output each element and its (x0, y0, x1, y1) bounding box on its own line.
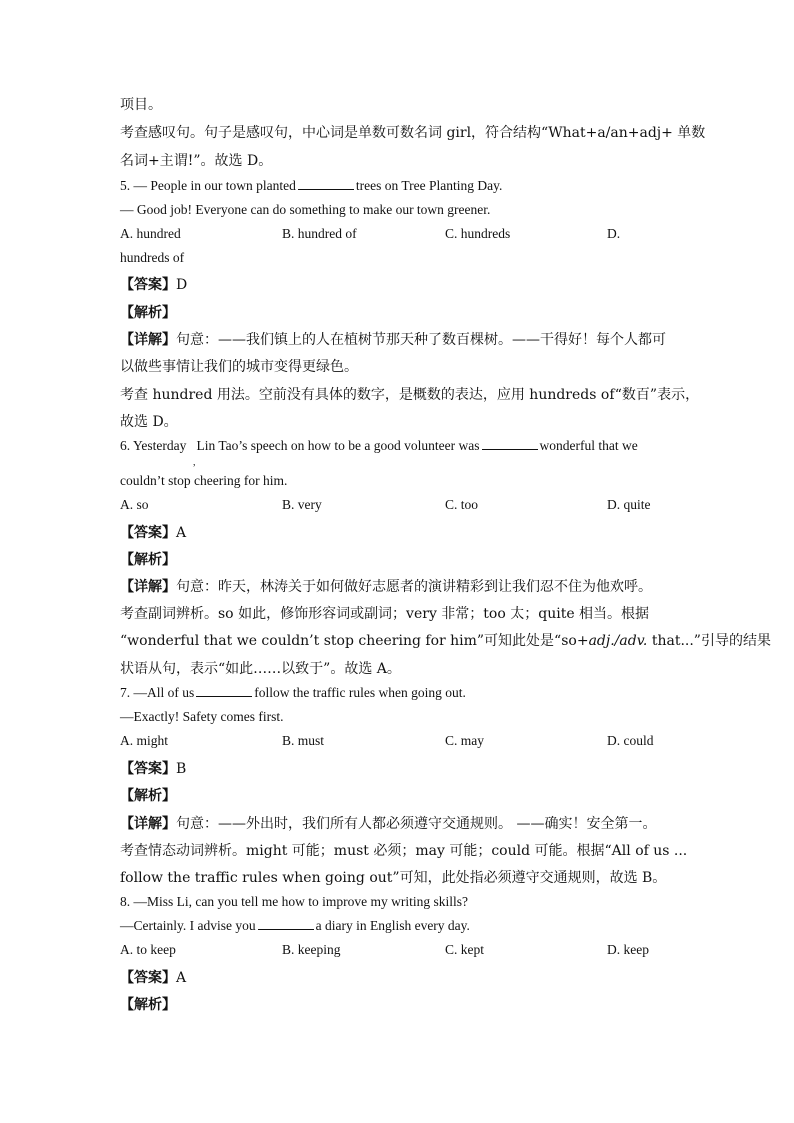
answer-label: 【答案】 (120, 970, 176, 986)
detail-text: 句意：——我们镇上的人在植树节那天种了数百棵树。——干得好！每个人都可 (176, 332, 666, 348)
intro-line: 名词+主谓!”。故选 D。 (120, 153, 273, 169)
answer-line (120, 758, 186, 778)
answer-line (120, 274, 187, 294)
option-c: C. may (445, 733, 484, 748)
question-5-reply: — Good job! Everyone can do something to make our town greener. (120, 202, 491, 217)
answer-value: D (176, 277, 188, 293)
detail-line (120, 576, 652, 596)
detail-text-italic: adj./adv. (588, 633, 648, 649)
stem-text: wonderful that we (539, 438, 638, 453)
analysis-label: 【解析】 (120, 552, 176, 568)
detail-text: “wonderful that we couldn’t stop cheering for him”可知此处是“so+ (120, 633, 589, 649)
question-7-reply: —Exactly! Safety comes first. (120, 709, 284, 724)
detail-line: 状语从句，表示“如此……以致于”。故选 A。 (120, 661, 401, 677)
detail-text: that...”引导的结果 (647, 633, 771, 649)
option-b: B. hundred of (282, 226, 357, 241)
option-c: C. kept (445, 942, 484, 957)
option-d: D. (607, 226, 621, 241)
question-7-stem (120, 685, 466, 701)
detail-label: 【详解】 (120, 816, 176, 832)
detail-line (120, 813, 656, 833)
detail-line: 考查情态动词辨析。might 可能；must 必须；may 可能；could 可能。根据“All of us ... (120, 843, 688, 859)
detail-line (120, 329, 666, 349)
option-d: D. keep (607, 942, 649, 957)
stem-text: 6. Yesterday (120, 438, 187, 453)
stem-text: trees on Tree Planting Day. (355, 178, 503, 193)
answer-label: 【答案】 (120, 525, 176, 541)
option-c: C. hundreds (445, 226, 511, 241)
detail-line: 考查 hundred 用法。空前没有具体的数字，是概数的表达，应用 hundreds of“数百”表示， (120, 387, 700, 403)
option-c: C. too (445, 497, 479, 512)
answer-blank (196, 686, 252, 697)
answer-value: A (176, 970, 187, 986)
question-6-stem-cont: couldn’t stop cheering for him. (120, 473, 288, 488)
option-a: A. hundred (120, 226, 181, 241)
question-8-stem: 8. —Miss Li, can you tell me how to improve my writing skills? (120, 894, 468, 909)
stray-comma: , (193, 457, 196, 468)
intro-line: 考查感叹句。句子是感叹句，中心词是单数可数名词 girl，符合结构“What+a/an+adj+ 单数 (120, 125, 706, 141)
stem-text: —Certainly. I advise you (120, 918, 256, 933)
detail-label: 【详解】 (120, 332, 176, 348)
detail-line (120, 630, 771, 650)
option-d: D. quite (607, 497, 651, 512)
question-8-reply (120, 918, 470, 934)
answer-blank (258, 919, 314, 930)
answer-blank (482, 439, 538, 450)
answer-line (120, 967, 186, 987)
option-a: A. so (120, 497, 149, 512)
answer-label: 【答案】 (120, 761, 176, 777)
detail-line: 故选 D。 (120, 414, 178, 430)
option-a: A. might (120, 733, 169, 748)
option-d-continued: hundreds of (120, 250, 185, 265)
answer-value: B (176, 761, 187, 777)
detail-text: 句意：——外出时，我们所有人都必须遵守交通规则。 ——确实！安全第一。 (176, 816, 657, 832)
option-b: B. very (282, 497, 322, 512)
option-b: B. must (282, 733, 325, 748)
option-b: B. keeping (282, 942, 341, 957)
detail-line: 考查副词辨析。so 如此，修饰形容词或副词；very 非常；too 太；quite 相当。根据 (120, 606, 650, 622)
question-5-stem (120, 178, 502, 194)
answer-label: 【答案】 (120, 277, 176, 293)
detail-line: 以做些事情让我们的城市变得更绿色。 (120, 359, 358, 375)
intro-line: 项目。 (120, 97, 162, 113)
detail-text: 句意：昨天，林涛关于如何做好志愿者的演讲精彩到让我们忍不住为他欢呼。 (176, 579, 652, 595)
question-6-stem (120, 438, 638, 454)
stem-text: 7. —All of us (120, 685, 195, 700)
detail-line: follow the traffic rules when going out”可知，此处指必须遵守交通规则，故选 B。 (120, 870, 667, 886)
analysis-label: 【解析】 (120, 997, 176, 1013)
stem-text: follow the traffic rules when going out. (254, 685, 466, 700)
answer-line (120, 522, 186, 542)
option-a: A. to keep (120, 942, 176, 957)
detail-label: 【详解】 (120, 579, 176, 595)
answer-value: A (176, 525, 187, 541)
stem-text: a diary in English every day. (315, 918, 470, 933)
option-d: D. could (607, 733, 654, 748)
stem-text: 5. — People in our town planted (120, 178, 296, 193)
analysis-label: 【解析】 (120, 305, 176, 321)
analysis-label: 【解析】 (120, 788, 176, 804)
answer-blank (298, 179, 354, 190)
stem-text: Lin Tao’s speech on how to be a good volunteer was (196, 438, 480, 453)
